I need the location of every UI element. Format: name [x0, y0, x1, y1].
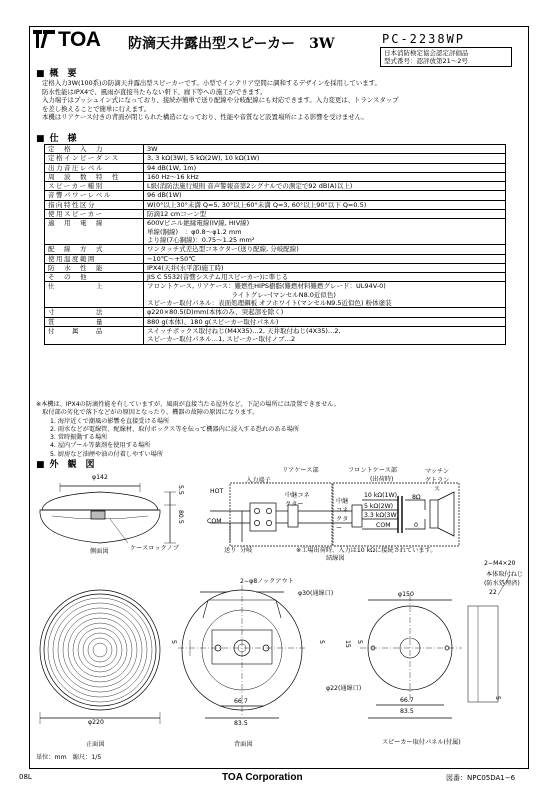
matching-transformer-label: マッチングトランス: [424, 468, 450, 493]
note-line: 取付部の劣化で落下などがの原因となったり、機器の故障の原因になります。: [36, 409, 259, 417]
spec-key: 仕 上: [45, 282, 144, 308]
relay-connector-label: 中継コネクター: [285, 492, 310, 508]
screw-label-2: 本体取付ねじ: [486, 571, 524, 578]
overview-line: 定格入力3W(100系)の防滴天井露出型スピーカーです。小型でインテリア空間に調和するデザインを採用しています。: [42, 79, 381, 87]
note-line: ※本機は、IPX4の防滴性能を有していますが、風雨が直接当たる屋外など、下記の場所には設置できません。: [36, 401, 340, 408]
front-view-label: 正面図: [86, 741, 105, 748]
note-item: 1. 海岸近くで潮風の影響を直接受ける場所: [50, 417, 170, 425]
rear-case-label: リアケース部: [282, 467, 319, 474]
hot-label: HOT: [210, 488, 224, 495]
spec-key: 使用温度範囲: [45, 254, 144, 263]
ohm8-label: 8Ω: [412, 494, 421, 501]
spec-key: 防 水 性 能: [45, 263, 144, 272]
tap-3-3k-label: 3.3 kΩ(3W): [364, 512, 400, 519]
dim-height-5-5: 5.5: [177, 485, 184, 495]
d30-label: φ30(通線口): [298, 590, 334, 597]
spec-value-line: L級(消防法施行規則 音声警報音第2シグナルでの測定で92 dB(A)以上): [147, 182, 353, 191]
dim-height-80-5: 80.5: [177, 510, 184, 524]
spec-key: 質 量: [45, 317, 144, 326]
spec-value-line: ワンタッチ式差込型コネクター(送り配線, 分岐配線): [147, 245, 299, 254]
tap-5k-label: 5 kΩ(2W): [364, 503, 394, 510]
relay-connector-label-2: 中継コネクター: [336, 498, 349, 532]
overview-line: 本機はリアケース付きの背面が閉じられた構造になっており、性能や音質など設置場所による影響を受けません。: [42, 113, 368, 122]
tap-com-label: COM: [376, 522, 391, 529]
spec-key: 周 波 数 特 性: [45, 172, 144, 181]
d5-back-right-label: 5: [318, 640, 325, 644]
overview-line: 入力端子はプッシュイン式になっており、接続が簡単で送り配線や分岐配線にも対応できます。入力変更は、トランスタップ: [42, 96, 399, 105]
spec-value-line: より線(7心銅線)：0.75～1.25 mm²: [147, 235, 255, 244]
cert-line: 型式番号：認評放第21～2号: [384, 57, 468, 65]
overview-line: 防水性能はIPX4で、風雨が直接当たらない軒下、廊下等への施工ができます。: [42, 87, 267, 96]
spec-value-line: スピーカー取付パネル：表面処理鋼板 オフホワイト(マンセルN9.5近似色) 粉体塗装: [147, 299, 392, 308]
footer-code: 08L: [19, 773, 32, 781]
case-lock-knob-label: ケースロックノブ: [130, 545, 179, 552]
spec-value-line: 96 dB(1W): [147, 191, 182, 200]
spec-value-line: スピーカー取付パネル…1, スピーカー取付ノブ…2: [147, 335, 296, 344]
section-heading-drawings: ■ 外 観 図: [36, 457, 95, 470]
section-heading-overview: ■ 概 要: [36, 66, 77, 79]
overview-line: を差し換えることで簡単に行えます。: [42, 104, 151, 113]
drawing-number: 図番：NPC05DA1−6: [446, 774, 516, 782]
spec-key: 付 属 品: [45, 326, 144, 344]
spec-value-line: スイッチボックス取付ねじ(M4X35)…2, 天井取付ねじ(4X35)…2,: [147, 326, 341, 335]
spec-value-line: JIS C 5532(音響システム用スピーカー)に準じる: [147, 273, 289, 282]
mounting-panel-drawing: [360, 575, 510, 718]
spec-key: そ の 他: [45, 273, 144, 282]
zero-label: 0: [414, 522, 418, 529]
d22-panel-label: 22: [489, 589, 497, 596]
send-label: 送り: [224, 547, 237, 554]
d5-panel-side-label: 5: [494, 696, 501, 700]
screw-label: 2−M4×20: [484, 560, 516, 567]
d150-label: φ150: [398, 591, 414, 598]
knockout-label: 2−φ8ノックアウト: [240, 578, 294, 585]
d22-label: φ22(通線口): [326, 685, 362, 692]
note-item: 4. 屋内プール等薬剤を使用する場所: [50, 442, 151, 450]
company-name: TOA Corporation: [222, 772, 303, 783]
factory-note: ※工場出荷時、入力は10 kΩに接続されています。: [296, 547, 437, 554]
spec-value-line: 600Vビニル絶縁電線(IV線, HIV線): [147, 219, 250, 228]
brand-name: TOA: [58, 28, 101, 51]
d66-7-panel-label: 66.7: [400, 697, 414, 704]
front-view-drawing: [40, 590, 160, 724]
spec-key: 寸 法: [45, 308, 144, 317]
com-label: COM: [207, 518, 222, 525]
d5-back-label: 5: [170, 640, 177, 644]
spec-value-line: 単線(銅線) ：φ0.8～φ1.2 mm: [147, 227, 242, 236]
d220-label: φ220: [88, 719, 104, 726]
spec-value-line: φ220×80.5(D)mm(本体のみ、突起部を除く): [147, 308, 284, 317]
spec-value-line: 防滴12 cmコーン型: [147, 210, 207, 219]
spec-key: スピーカー種別: [45, 182, 144, 191]
spec-value-line: 880 g(本体)、180 g(スピーカー取付パネル): [147, 317, 279, 326]
d15-label: 15: [344, 640, 351, 648]
spec-key: 適 用 電 線: [45, 219, 144, 245]
spec-value-line: 3W: [147, 145, 158, 153]
tap-10k-label: 10 kΩ(1W): [364, 492, 398, 499]
spec-value-line: W(0°以上30°未満 Q=5, 30°以上60°未満 Q=3, 60°以上90°以下 Q=0.5): [147, 200, 367, 209]
side-view-label: 側面図: [90, 548, 109, 555]
unit-scale-label: 単位：mm 縮尺：1/5: [36, 754, 102, 761]
side-view-drawing: [40, 483, 176, 543]
d5-panel-label: 5: [356, 640, 363, 644]
spec-value-line: 94 dB(1W, 1m): [147, 163, 197, 172]
spec-value-line: フロントケース, リアケース：難燃性HIPS樹脂(難燃材料難燃グレード：UL94V-0): [147, 282, 386, 291]
spec-key: 使用スピーカー: [45, 210, 144, 219]
spec-key: 定 格 入 力: [45, 145, 144, 154]
d66-7-back-label: 66.7: [234, 698, 248, 705]
spec-key: 定格インピーダンス: [45, 154, 144, 163]
spec-value-line: 160 Hz～16 kHz: [147, 172, 199, 181]
model-number: PC-2238WP: [382, 32, 466, 46]
page-title: 防滴天井露出型スピーカー 3W: [128, 36, 335, 52]
spec-value-line: IPX4(天井(水平部)施工時): [147, 263, 224, 272]
d83-5-back-label: 83.5: [234, 720, 248, 727]
dim-diameter-142: φ142: [92, 474, 108, 481]
front-case-label: フロントケース部: [348, 467, 398, 474]
spec-key: 音響パワーレベル: [45, 191, 144, 200]
spec-value-line: ライトグレー(マンセルN8.0近似色): [147, 290, 336, 299]
branch-label: 分岐: [240, 547, 253, 554]
spec-value-line: −10℃～+50℃: [147, 254, 196, 263]
section-heading-specs: ■ 仕 様: [36, 131, 77, 144]
mounting-panel-label: スピーカー取付パネル(付属): [382, 739, 461, 746]
note-item: 2. 雨水などが電線管、配線材、取付ボックス等を伝って機器内に浸入する恐れのある場所: [50, 425, 300, 433]
spec-value-line: 3, 3 kΩ(3W), 5 kΩ(2W), 10 kΩ(1W): [147, 154, 260, 163]
back-view-label: 背面図: [234, 741, 253, 748]
input-terminal-label: 入力端子: [246, 477, 271, 484]
screw-label-3: (防水処理済): [484, 580, 520, 587]
spec-key: 配 線 方 式: [45, 245, 144, 254]
note-item: 5. 厨房など油煙や油の付着しやすい場所: [50, 450, 164, 458]
note-item: 3. 常時振動する場所: [50, 434, 108, 442]
cert-line: 日本消防検定協会認定評価品: [384, 49, 469, 57]
spec-key: 出力音圧レベル: [45, 163, 144, 172]
spec-key: 指向特性区分: [45, 200, 144, 209]
factory-label: (出荷時): [370, 476, 394, 483]
wiring-diagram-label: 結線図: [326, 555, 345, 562]
d83-5-panel-label: 83.5: [400, 708, 414, 715]
